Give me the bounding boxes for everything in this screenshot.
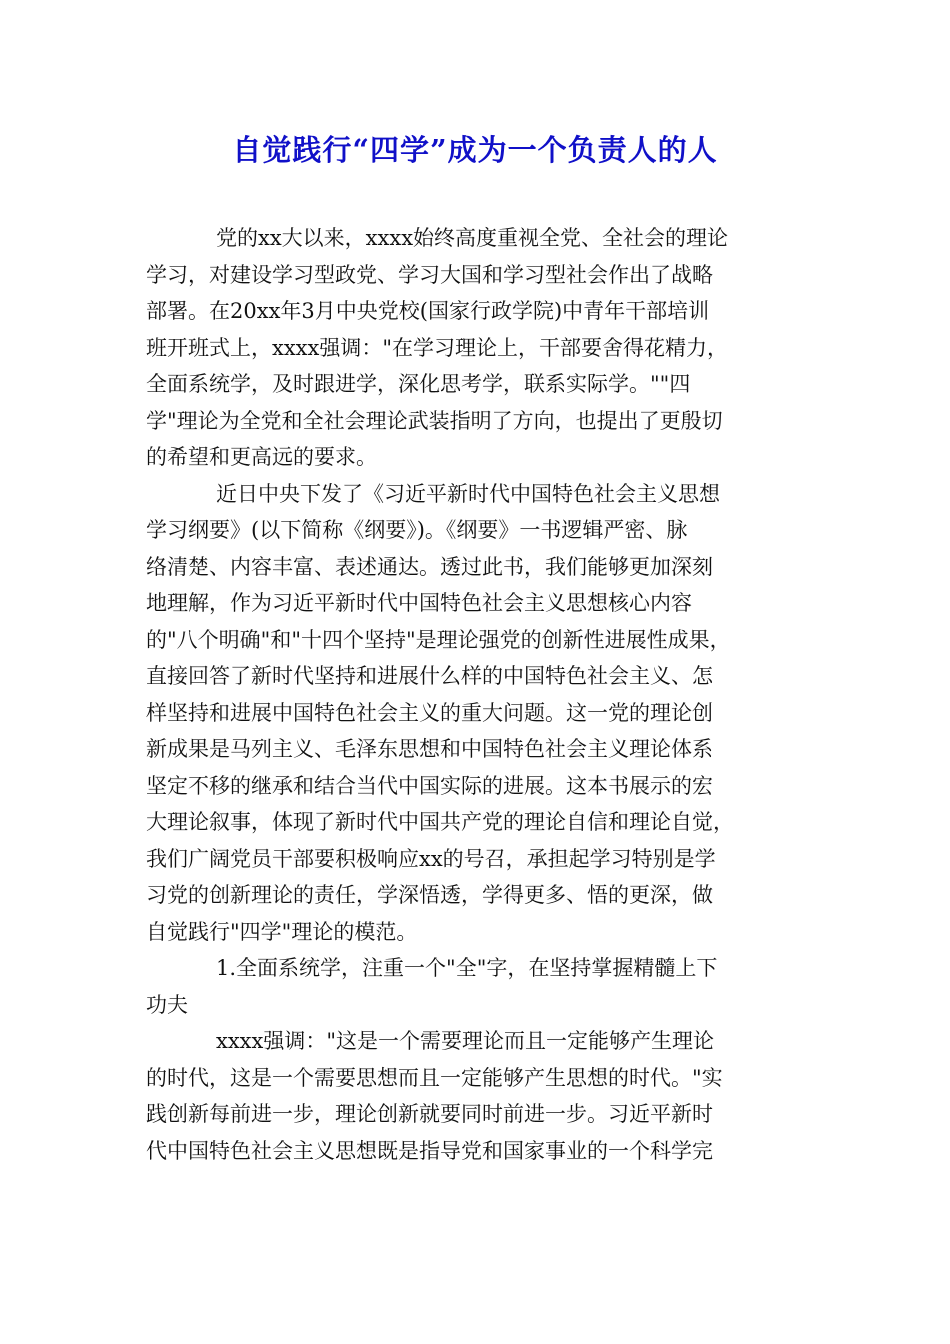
text-line: 自觉践行"四学"理论的模范。 [146,919,418,944]
text-line: 学"理论为全党和全社会理论武装指明了方向，也提出了更殷切 [146,408,723,433]
text-line: 代中国特色社会主义思想既是指导党和国家事业的一个科学完 [146,1138,713,1163]
text-line: xxxx强调："这是一个需要理论而且一定能够产生理论 [216,1029,715,1053]
text-line: 我们广阔党员干部要积极响应xx的号召，承担起学习特别是学 [146,846,716,871]
document-title: 自觉践行“四学”成为一个负责人的人 [232,133,718,167]
document-body [146,220,806,1169]
text-line: 全面系统学，及时跟进学，深化思考学，联系实际学。""四 [146,372,691,396]
text-line: 大理论叙事，体现了新时代中国共产党的理论自信和理论自觉， [146,810,734,834]
text-line: 的希望和更高远的要求。 [146,445,377,469]
text-line: 近日中央下发了《习近平新时代中国特色社会主义思想 [216,481,720,506]
text-line: 的时代，这是一个需要思想而且一定能够产生思想的时代。"实 [146,1065,723,1090]
text-line: 党的xx大以来，xxxx始终高度重视全党、全社会的理论 [216,226,729,250]
text-line: 1.全面系统学，注重一个"全"字，在坚持掌握精髓上下 [216,956,718,980]
text-line: 直接回答了新时代坚持和进展什么样的中国特色社会主义、怎 [146,664,713,688]
text-line: 新成果是马列主义、毛泽东思想和中国特色社会主义理论体系 [146,737,713,761]
text-line: 功夫 [146,992,188,1017]
text-line: 地理解，作为习近平新时代中国特色社会主义思想核心内容 [146,591,692,615]
text-line: 的"八个明确"和"十四个坚持"是理论强党的创新性进展性成果， [146,627,731,652]
text-line: 践创新每前进一步，理论创新就要同时前进一步。习近平新时 [146,1102,713,1126]
text-line: 样坚持和进展中国特色社会主义的重大问题。这一党的理论创 [146,700,713,725]
text-line: 坚定不移的继承和结合当代中国实际的进展。这本书展示的宏 [146,773,713,798]
text-line: 学习纲要》(以下简称《纲要》)。《纲要》一书逻辑严密、脉 [146,518,688,542]
text-line: 班开班式上，xxxx强调："在学习理论上，干部要舍得花精力， [146,335,729,360]
text-line: 部署。在20xx年3月中央党校(国家行政学院)中青年干部培训 [146,299,710,323]
text-line: 学习，对建设学习型政党、学习大国和学习型社会作出了战略 [146,262,713,287]
text-line: 习党的创新理论的责任，学深悟透，学得更多、悟的更深，做 [146,883,713,907]
text-line: 络清楚、内容丰富、表述通达。透过此书，我们能够更加深刻 [146,554,713,579]
